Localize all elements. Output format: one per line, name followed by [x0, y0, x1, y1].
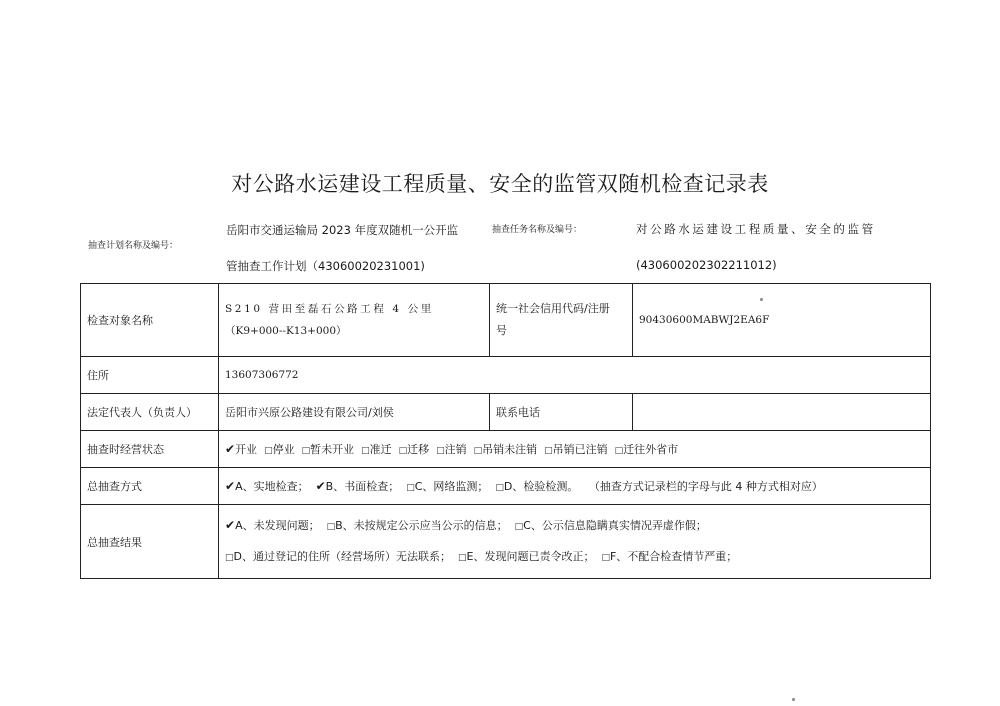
object-value-line1: S210 营田至磊石公路工程 4 公里 [225, 303, 434, 315]
checkbox-icon: □ [458, 553, 467, 563]
task-label: 抽查任务名称及编号： [492, 225, 583, 235]
checkbox-icon: □ [361, 446, 370, 456]
result-option-b[interactable]: □B、未按规定公示应当公示的信息； [326, 519, 508, 532]
result-row [81, 505, 931, 579]
checkbox-icon: □ [264, 446, 273, 456]
legal-rep-label: 法定代表人（负责人） [81, 394, 219, 431]
checkbox-icon: □ [601, 553, 610, 563]
phone-value [633, 394, 931, 431]
credit-code-label [490, 284, 633, 357]
status-options [219, 431, 931, 468]
credit-code-value: 90430600MABWJ2EA6F [633, 284, 931, 357]
check-icon: ✔ [225, 518, 236, 532]
result-option-f[interactable]: □F、不配合检查情节严重； [601, 550, 738, 563]
credit-code-label-line2: 号 [496, 324, 507, 337]
checkbox-icon: □ [473, 446, 483, 456]
address-label: 住所 [81, 357, 219, 394]
result-option-c[interactable]: □C、公示信息隐瞒真实情况弄虚作假； [514, 519, 707, 532]
result-label: 总抽查结果 [81, 505, 219, 579]
checkbox-icon: □ [225, 553, 234, 563]
status-option-not-open[interactable]: □暂未开业 [301, 443, 355, 456]
legal-row [81, 394, 931, 431]
method-option-written[interactable]: ✔B、书面检查； [315, 479, 400, 493]
result-options-line1 [225, 514, 924, 538]
checkbox-icon: □ [514, 522, 524, 532]
method-note: （抽查方式记录栏的字母与此 4 种方式相对应） [588, 480, 823, 493]
plan-value-line1: 岳阳市交通运输局 2023 年度双随机一公开监 [226, 223, 459, 237]
object-row [81, 284, 931, 357]
record-table [80, 283, 931, 579]
checkbox-icon: □ [398, 446, 408, 456]
legal-rep-value: 岳阳市兴原公路建设有限公司/刘侯 [219, 394, 490, 431]
method-option-onsite[interactable]: ✔A、实地检查； [225, 479, 309, 493]
credit-code-label-line1: 统一社会信用代码/注册 [496, 302, 610, 315]
plan-label: 抽查计划名称及编号： [88, 241, 179, 251]
checkbox-icon: □ [406, 483, 415, 493]
check-icon: ✔ [315, 479, 326, 493]
check-icon: ✔ [225, 442, 236, 456]
method-options [219, 468, 931, 505]
checkbox-icon: □ [495, 483, 504, 493]
scan-speck [760, 298, 763, 301]
address-value: 13607306772 [219, 357, 931, 394]
status-option-revoked-not-cancelled[interactable]: □吊销未注销 [473, 443, 538, 456]
method-row [81, 468, 931, 505]
document-title: 对公路水运建设工程质量、安全的监管双随机检查记录表 [231, 172, 769, 196]
method-label: 总抽查方式 [81, 468, 219, 505]
status-option-moved-out[interactable]: □迁往外省市 [614, 443, 679, 456]
check-icon: ✔ [225, 479, 236, 493]
result-options-line2 [225, 546, 924, 569]
method-option-testing[interactable]: □D、检验检测。 [495, 480, 579, 493]
object-value [219, 284, 490, 357]
scan-speck [792, 698, 795, 701]
result-option-e[interactable]: □E、发现问题已责令改正； [458, 550, 595, 563]
result-options [219, 505, 931, 579]
phone-label: 联系电话 [490, 394, 633, 431]
checkbox-icon: □ [301, 446, 311, 456]
task-value-line2: (430600202302211012) [636, 258, 777, 272]
task-value-line1: 对公路水运建设工程质量、安全的监管 [636, 222, 876, 236]
status-option-pre-relocate[interactable]: □准迁 [361, 443, 392, 456]
status-option-cancelled[interactable]: □注销 [436, 443, 467, 456]
object-value-line2: （K9+000--K13+000） [225, 325, 347, 337]
status-row [81, 431, 931, 468]
status-option-open[interactable]: ✔开业 [225, 442, 258, 456]
result-option-d[interactable]: □D、通过登记的住所（经营场所）无法联系； [225, 550, 451, 563]
checkbox-icon: □ [614, 446, 624, 456]
checkbox-icon: □ [544, 446, 553, 456]
checkbox-icon: □ [436, 446, 445, 456]
plan-value-line2: 管抽查工作计划（43060020231001) [226, 259, 425, 273]
status-label: 抽查时经营状态 [81, 431, 219, 468]
status-option-suspended[interactable]: □停业 [264, 443, 295, 456]
status-option-revoked-cancelled[interactable]: □吊销已注销 [544, 443, 608, 456]
address-row [81, 357, 931, 394]
object-label: 检查对象名称 [81, 284, 219, 357]
result-option-a[interactable]: ✔A、未发现问题； [225, 518, 320, 532]
checkbox-icon: □ [326, 522, 336, 532]
status-option-relocated[interactable]: □迁移 [398, 443, 430, 456]
method-option-network[interactable]: □C、网络监测； [406, 480, 489, 493]
